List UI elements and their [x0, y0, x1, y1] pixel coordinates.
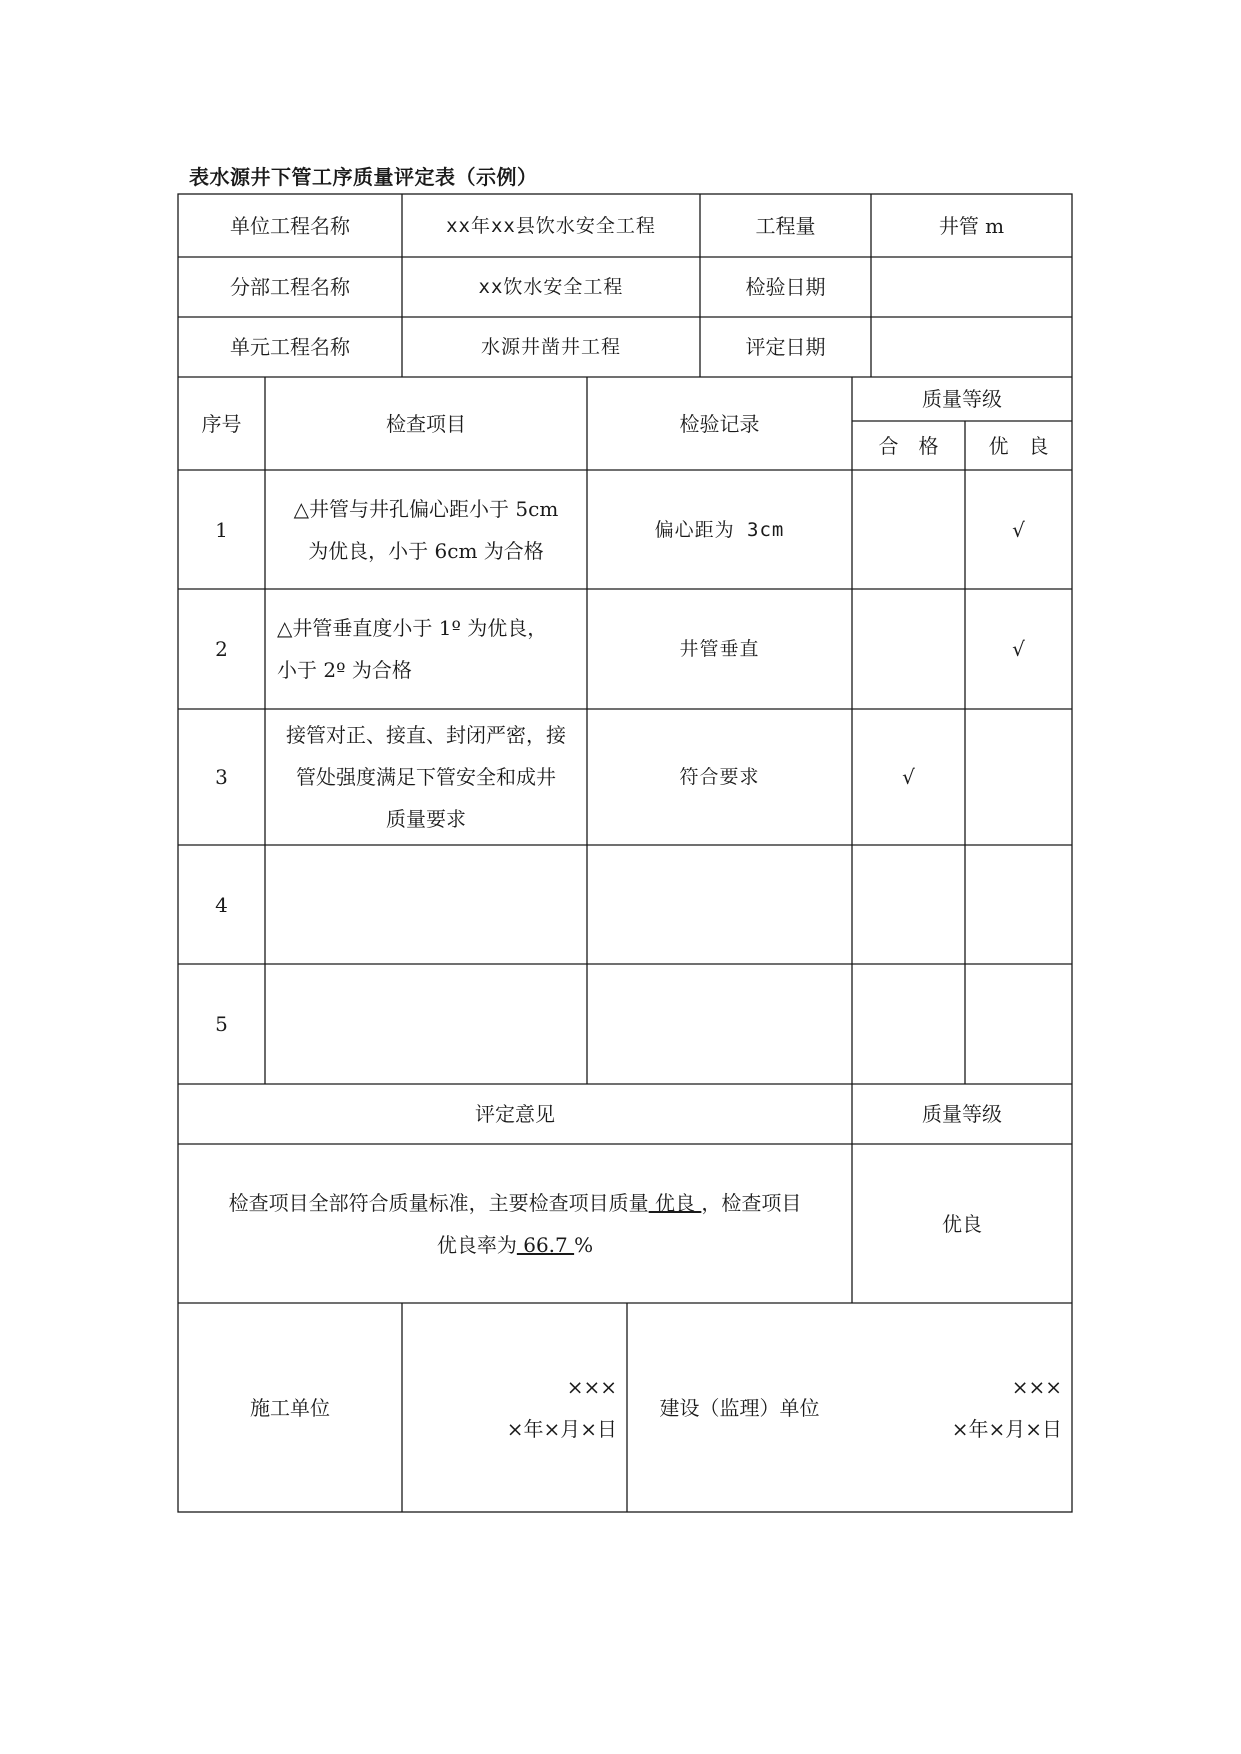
row-1-no: 1 [215, 517, 228, 542]
row-4-good[interactable] [965, 845, 1072, 964]
label-quantity: 工程量 [755, 213, 816, 238]
supervision-signature-name: ××× [1011, 1374, 1062, 1399]
construction-unit-label: 施工单位 [250, 1395, 330, 1420]
column-header-grade: 质量等级 [922, 387, 1002, 411]
row-2-no: 2 [215, 637, 228, 661]
row-2-item-line-1: △井管垂直度小于 1º 为优良， [277, 616, 548, 640]
row-3-pass[interactable]: √ [902, 765, 915, 789]
row-4-no: 4 [215, 892, 228, 917]
row-5-record[interactable] [587, 964, 852, 1084]
value-inspection-date[interactable] [871, 257, 1072, 317]
construction-signature-name: ××× [566, 1374, 617, 1399]
value-quantity: 井管 m [938, 213, 1005, 238]
row-2-item-line-2: 小于 2º 为合格 [277, 658, 412, 682]
column-header-record: 检验记录 [679, 411, 760, 436]
supervision-signature [852, 1303, 1072, 1512]
row-2-record: 井管垂直 [679, 638, 760, 660]
construction-signature [402, 1303, 627, 1512]
row-2-good[interactable]: √ [1012, 637, 1025, 661]
value-element-project: 水源井凿井工程 [480, 336, 621, 358]
assessment-text-a: 检查项目全部符合质量标准，主要检查项目质量 [228, 1190, 649, 1215]
construction-signature-date: ×年×月×日 [506, 1416, 617, 1441]
value-sub-project: xx饮水安全工程 [478, 276, 624, 298]
row-3-item-line-1: 接管对正、接直、封闭严密，接 [286, 723, 566, 747]
supervision-unit-label: 建设（监理）单位 [659, 1395, 820, 1420]
row-5-pass[interactable] [852, 964, 965, 1084]
row-5-good[interactable] [965, 964, 1072, 1084]
label-unit-project: 单位工程名称 [230, 213, 350, 238]
value-unit-project: xx年xx县饮水安全工程 [446, 214, 656, 237]
row-4-pass[interactable] [852, 845, 965, 964]
column-header-no: 序号 [201, 411, 242, 436]
row-3-item [265, 709, 587, 845]
assessment-rate[interactable]: 66.7 [516, 1232, 575, 1257]
label-inspection-date: 检验日期 [745, 275, 826, 299]
assessment-main-grade[interactable]: 优良 [648, 1190, 702, 1215]
page-title: 表水源井下管工序质量评定表（示例） [189, 165, 538, 189]
assessment-text-d: % [574, 1232, 594, 1257]
row-1-item-line-1: △井管与井孔偏心距小于 5cm [293, 496, 559, 521]
assessment-text-b: ，检查项目 [701, 1190, 802, 1215]
column-header-good: 优 良 [988, 433, 1049, 458]
column-header-item: 检查项目 [386, 411, 466, 436]
supervision-signature-date: ×年×月×日 [951, 1416, 1062, 1441]
label-sub-project: 分部工程名称 [230, 275, 350, 299]
row-3-good[interactable] [965, 709, 1072, 845]
row-5-item[interactable] [265, 964, 587, 1084]
row-1-pass[interactable] [852, 470, 965, 589]
row-3-record: 符合要求 [679, 766, 760, 788]
assessment-opinion [178, 1144, 852, 1303]
assessment-grade-label: 质量等级 [922, 1102, 1002, 1126]
row-4-record[interactable] [587, 845, 852, 964]
row-1-item-line-2: 为优良，小于 6cm 为合格 [308, 538, 544, 563]
label-assessment-date: 评定日期 [745, 335, 826, 359]
value-assessment-date[interactable] [871, 317, 1072, 377]
row-1-record: 偏心距为 3cm [654, 518, 785, 541]
row-3-item-line-2: 管处强度满足下管安全和成井 [296, 765, 556, 789]
row-2-item [265, 589, 587, 709]
label-element-project: 单元工程名称 [230, 335, 350, 359]
row-3-item-line-3: 质量要求 [386, 807, 466, 831]
row-4-item[interactable] [265, 845, 587, 964]
assessment-opinion-label: 评定意见 [475, 1102, 555, 1126]
row-1-good[interactable]: √ [1012, 517, 1025, 542]
row-3-no: 3 [215, 765, 228, 789]
row-5-no: 5 [215, 1012, 228, 1036]
assessment-text-c: 优良率为 [436, 1232, 517, 1257]
column-header-pass: 合 格 [878, 433, 939, 458]
row-1-item [265, 470, 587, 589]
assessment-grade-value[interactable]: 优良 [942, 1211, 982, 1236]
row-2-pass[interactable] [852, 589, 965, 709]
